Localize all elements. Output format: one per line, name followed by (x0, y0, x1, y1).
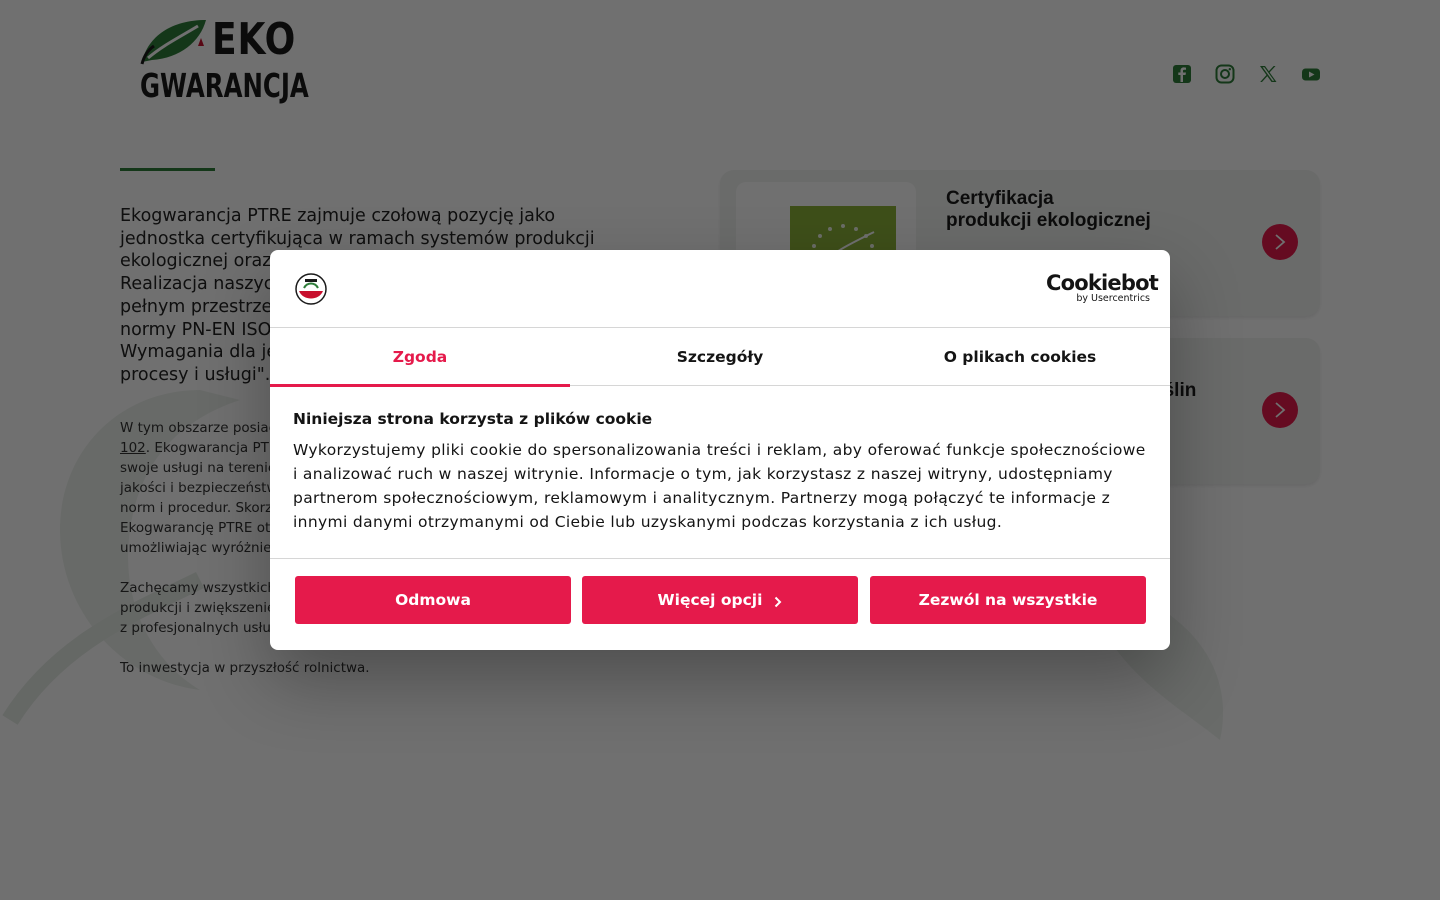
dialog-tabs (270, 328, 1170, 386)
dialog-content (293, 410, 1153, 534)
dialog-footer (270, 558, 1170, 650)
dialog-header (270, 250, 1170, 328)
tab-details[interactable]: Szczegóły (676, 348, 764, 366)
cookiebot-brand-logo[interactable]: Cookiebot by Usercentrics (1046, 271, 1158, 304)
tab-about-cookies[interactable]: O plikach cookies (943, 348, 1097, 366)
allow-all-button[interactable]: Zezwól na wszystkie (870, 576, 1146, 624)
more-options-button[interactable]: Więcej opcji (582, 576, 858, 624)
cookie-consent-dialog (270, 250, 1170, 650)
dialog-heading: Niniejsza strona korzysta z plików cookie (293, 410, 653, 428)
chevron-right-icon (774, 596, 782, 608)
site-badge-logo-icon (295, 273, 327, 305)
deny-button[interactable]: Odmowa (295, 576, 571, 624)
dialog-body-text: Wykorzystujemy pliki cookie do spersonalizowania treści i reklam, aby oferować funkcje społecznościowe i analizować ruch w naszej witrynie. Informacje o tym, jak korzystasz z naszej witryny, udostępniamy partnerom społecznościowym, reklamowym i analitycznym. Partnerzy mogą połączyć te informacje z innymi danymi otrzymanymi od Ciebie lub uzyskanymi podczas korzystania z ich usług. (293, 441, 1146, 531)
tab-consent[interactable]: Zgoda (270, 328, 570, 386)
